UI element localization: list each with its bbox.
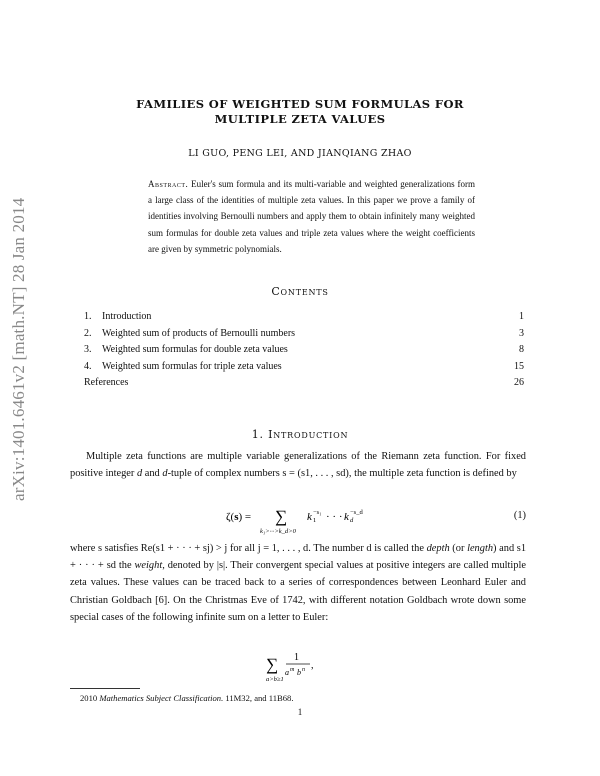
zeta-definition-equation [70, 500, 526, 536]
svg-text:k: k [344, 511, 349, 523]
svg-text:b: b [297, 668, 301, 677]
toc-number: 3. [84, 344, 92, 356]
svg-text:∑: ∑ [275, 507, 288, 526]
svg-text:∑: ∑ [266, 655, 279, 674]
toc-page: 8 [519, 344, 524, 356]
svg-text:ζ(s) =: ζ(s) = [226, 511, 252, 523]
svg-text:k: k [307, 511, 312, 523]
abstract-text: Euler's sum formula and its multi-variable and weighted generalizations form a large class of the identities of multiple zeta values. In this paper we prove a family of identities involving Bernoulli numbers and apply them to obtain infinitely many weighted sum formulas for double zeta values and triple zeta values where the weight coefficients are given by symmetric polynomials. [148, 179, 476, 254]
intro-paragraph-2: where s satisfies Re(s1 + · · · + sj) > j for all j = 1, . . . , d. The number d is called the depth (or length) and s1 + · · · + sd the weight, denoted by |s|. Their convergent special values at positive integers are called multiple zeta values. These values can be traced back to a series of correspondences between Leonhard Euler and Christian Goldbach [6]. On the Christmas Eve of 1742, with different notation Goldbach wrote down some special cases of the following infinite sum on a letter to Euler: [70, 543, 527, 623]
toc-row[interactable] [84, 375, 524, 392]
toc-title: Weighted sum formulas for double zeta values [102, 344, 288, 356]
page-number: 1 [297, 707, 303, 717]
abstract [148, 176, 475, 257]
toc-title: References [84, 377, 129, 389]
svg-text:· · ·: · · · [326, 511, 343, 523]
svg-text:−s_d: −s_d [350, 509, 363, 516]
toc-title: Introduction [102, 311, 152, 322]
toc-page: 15 [514, 360, 524, 372]
svg-text:d: d [350, 517, 354, 524]
zeta-formula [70, 500, 526, 536]
svg-text:m: m [290, 667, 295, 673]
toc-title: Weighted sum formulas for triple zeta values [102, 360, 282, 372]
toc-page: 26 [514, 377, 524, 389]
table-of-contents [84, 309, 524, 392]
section-heading-introduction: 1. Introduction [251, 428, 349, 441]
intro-paragraph-1: Multiple zeta functions are multiple variable generalizations of the Riemann zeta function. For fixed positive integer d and d-tuple of complex numbers s = (s1, . . . , sd), the multiple zeta function is defined by [70, 451, 526, 480]
toc-row[interactable] [84, 342, 524, 359]
toc-row[interactable] [84, 309, 524, 326]
svg-text:1: 1 [313, 517, 317, 524]
svg-text:n: n [302, 667, 305, 673]
toc-number: 1. [84, 311, 92, 322]
toc-row[interactable] [84, 359, 524, 376]
svg-text:1: 1 [294, 652, 299, 663]
footnote-rule [70, 688, 140, 689]
toc-row[interactable] [84, 326, 524, 343]
authors: LI GUO, PENG LEI, AND JIANQIANG ZHAO [188, 148, 412, 159]
svg-text:a>b≥1: a>b≥1 [266, 676, 284, 683]
svg-text:−s₁: −s₁ [313, 509, 322, 516]
toc-page: 1 [519, 311, 524, 322]
goldbach-sum-formula [70, 650, 526, 684]
toc-number: 2. [84, 327, 92, 339]
arxiv-stamp: arXiv:1401.6461v2 [math.NT] 28 Jan 2014 [9, 197, 28, 501]
footnote-msc: 2010 Mathematics Subject Classification. 11M32, and 11B68. [80, 693, 294, 703]
goldbach-sum [70, 650, 526, 684]
equation-number: (1) [513, 510, 526, 521]
paper-title-line1: FAMILIES OF WEIGHTED SUM FORMULAS FOR [136, 97, 464, 111]
abstract-label: Abstract. [148, 179, 189, 189]
svg-text:,: , [311, 660, 314, 671]
toc-page: 3 [519, 327, 524, 339]
paper-title-line2: MULTIPLE ZETA VALUES [214, 112, 386, 126]
toc-title: Weighted sum of products of Bernoulli numbers [102, 327, 296, 339]
svg-text:a: a [285, 668, 289, 677]
svg-text:k₁>···>k_d>0: k₁>···>k_d>0 [260, 528, 296, 535]
contents-heading: Contents [271, 285, 329, 298]
toc-number: 4. [84, 360, 92, 372]
